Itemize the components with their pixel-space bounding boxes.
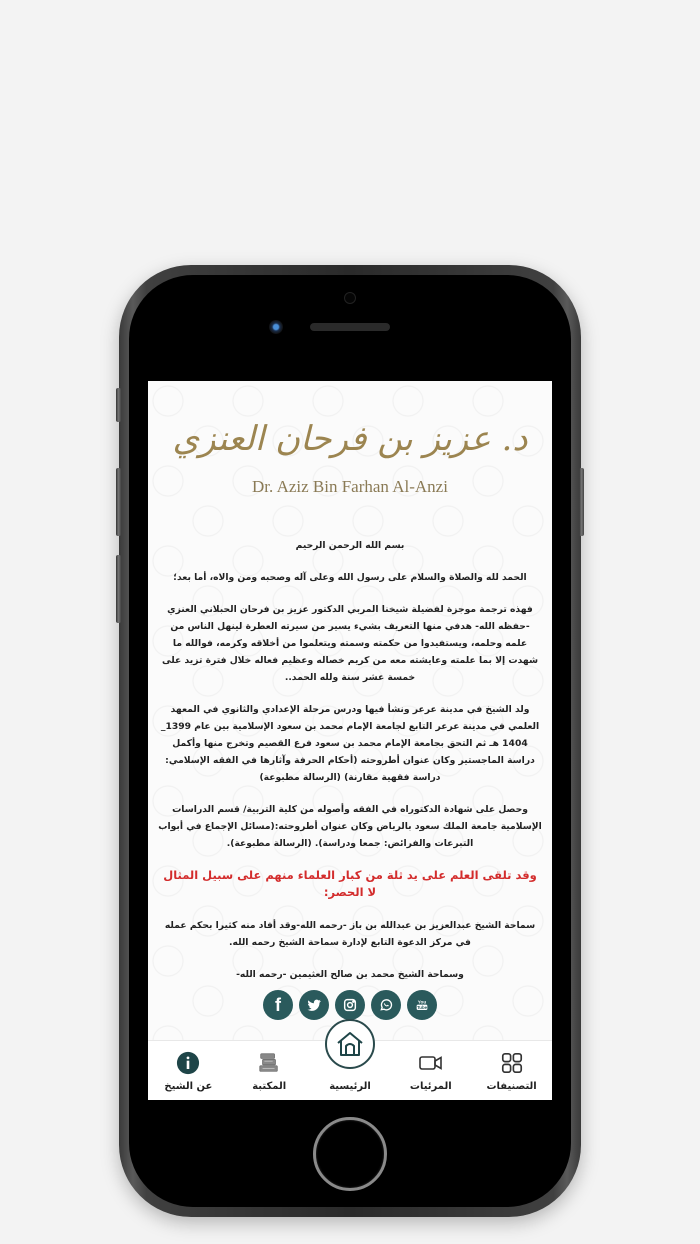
- logo-english-name: Dr. Aziz Bin Farhan Al-Anzi: [252, 477, 448, 496]
- books-icon: [256, 1050, 282, 1076]
- nav-categories[interactable]: [471, 1041, 552, 1100]
- home-hardware-button[interactable]: [313, 1117, 387, 1191]
- app-screen: [148, 381, 552, 1100]
- volume-up-button: [116, 468, 121, 536]
- education-paragraph: ولد الشيخ في مدينة عرعر ونشأ فيها ودرس مرحلة الإعدادي والثانوي في المعهد العلمي في مدينة عرعر التابع لجامعة الإمام محمد بن سعود الإسلامية بين عام 1399_ 1404 هـ ثم التحق بجامعة الإمام محمد بن سعود فرع القصيم وتخرج منها وأكمل دراسة الماجستير وكان عنوان أطروحته (أحكام الحرفة وآثارها في الفقه الإسلامي: دراسة فقهية مقارنة) (الرسالة مطبوعة): [160, 704, 540, 783]
- facebook-icon[interactable]: f: [263, 990, 293, 1020]
- nav-categories-label: التصنيفات: [486, 1081, 537, 1092]
- basmala: بسم الله الرحمن الرحيم: [295, 540, 405, 551]
- instagram-icon[interactable]: [335, 990, 365, 1020]
- proximity-sensor: [344, 292, 356, 304]
- nav-videos[interactable]: [390, 1041, 471, 1100]
- nav-about[interactable]: [148, 1041, 229, 1100]
- volume-down-button: [116, 555, 121, 623]
- bottom-navigation: [148, 1040, 552, 1100]
- home-icon: [335, 1029, 365, 1059]
- whatsapp-icon[interactable]: [371, 990, 401, 1020]
- info-icon: [175, 1050, 201, 1076]
- teacher-item: سماحة الشيخ عبدالعزيز بن عبدالله بن باز -رحمه الله-وقد أفاد منه كثيرا بحكم عمله في مركز الدعوة التابع لإدارة سماحة الشيخ رحمه الله.: [164, 920, 536, 948]
- svg-text:Tube: Tube: [416, 1005, 428, 1010]
- video-camera-icon: [418, 1050, 444, 1076]
- nav-home[interactable]: [310, 1041, 391, 1100]
- biography-content: [158, 537, 542, 998]
- intro-paragraph: فهذه ترجمة موجزة لفضيلة شيخنا المربي الدكتور عزيز بن فرحان الحبلاني العنزي -حفظه الله- هدفي منها التعريف بشيء يسير من سيرته العطرة لينهل الناس من علمه وحلمه، ويستفيدوا من حكمته وسمته ويتعلموا من أخلاقه وكرمه، فوالله ما شهدت إلا بما علمته وعايشته معه من كريم خصاله وعظيم فعاله خلال فترة تزيد على خمسة عشر سنة ولله الحمد..: [161, 604, 539, 683]
- svg-text:You: You: [417, 999, 427, 1005]
- mute-switch: [116, 388, 121, 422]
- earpiece-speaker: [310, 323, 390, 331]
- opening-praise: الحمد لله والصلاة والسلام على رسول الله وعلى آله وصحبه ومن والاه، أما بعد؛: [173, 572, 527, 583]
- twitter-icon[interactable]: [299, 990, 329, 1020]
- social-links: [148, 990, 552, 1020]
- front-camera: [269, 320, 283, 334]
- teacher-item: وسماحة الشيخ محمد بن صالح العثيمين -رحمه الله-: [236, 969, 464, 980]
- nav-library[interactable]: [229, 1041, 310, 1100]
- nav-library-label: المكتبة: [252, 1081, 287, 1092]
- logo-arabic-calligraphy: د. عزيز بن فرحان العنزي: [172, 419, 528, 459]
- logo-header: [148, 381, 552, 511]
- youtube-icon[interactable]: [407, 990, 437, 1020]
- home-fab-button[interactable]: [325, 1019, 375, 1069]
- nav-videos-label: المرئيات: [409, 1081, 452, 1092]
- doctorate-paragraph: وحصل على شهادة الدكتوراه في الفقه وأصوله من كلية التربية/ قسم الدراسات الإسلامية جامعة الملك سعود بالرياض وكان عنوان أطروحته:(مسائل الإجماع في أبواب التبرعات والفرائض: جمعا ودراسة). (الرسالة مطبوعة).: [158, 804, 542, 849]
- grid-icon: [499, 1050, 525, 1076]
- power-button: [579, 468, 584, 536]
- teachers-heading: وقد تلقى العلم على يد ثلة من كبار العلماء منهم على سبيل المثال لا الحصر:: [163, 868, 537, 899]
- nav-home-label: الرئيسية: [329, 1081, 371, 1092]
- nav-about-label: عن الشيخ: [164, 1081, 213, 1092]
